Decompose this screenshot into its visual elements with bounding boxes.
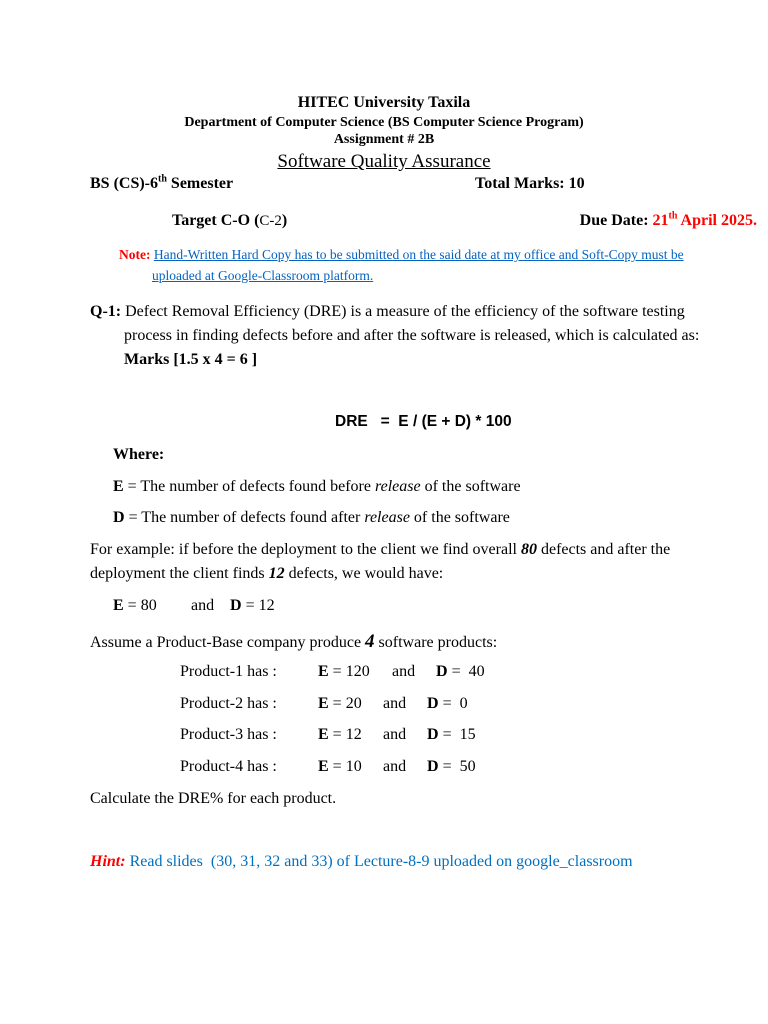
example-d: D = 12: [230, 597, 275, 614]
product-e: E = 20: [318, 695, 362, 712]
where-d: D = The number of defects found after release of the software: [113, 509, 510, 526]
department-line: Department of Computer Science (BS Computer Science Program): [184, 115, 584, 130]
where-e: E = The number of defects found before release of the software: [113, 478, 521, 495]
product-and: and: [383, 695, 407, 712]
total-marks: Total Marks: 10: [475, 175, 585, 192]
assignment-number: Assignment # 2B: [333, 132, 435, 147]
example-and: and: [191, 597, 215, 614]
product-e: E = 120: [318, 663, 370, 680]
product-e: E = 12: [318, 726, 362, 743]
dre-formula: DRE = E / (E + D) * 100: [335, 413, 512, 430]
question-line1: Q-1: Defect Removal Efficiency (DRE) is a measure of the efficiency of the software testing: [90, 303, 685, 320]
note: [119, 247, 684, 263]
question-line2: process in finding defects before and after the software is released, which is calculated as:: [124, 327, 700, 344]
due-date: Due Date: 21th April 2025.: [579, 210, 757, 229]
hint: Hint: Read slides (30, 31, 32 and 33) of Lecture-8-9 uploaded on google_classroom: [90, 853, 633, 870]
example-values: E = 80: [113, 597, 157, 614]
note-link-line2[interactable]: uploaded at Google-Classroom platform.: [152, 268, 374, 283]
example-line2: deployment the client finds 12 defects, we would have:: [90, 565, 444, 582]
example-line1: For example: if before the deployment to the client we find overall 80 defects and after the: [90, 541, 671, 558]
product-and: and: [383, 726, 407, 743]
note-link-line1[interactable]: Hand-Written Hard Copy has to be submitted on the said date at my office and Soft-Copy must be: [153, 247, 684, 262]
calculate-instruction: Calculate the DRE% for each product.: [90, 790, 337, 807]
note-label: Note:: [119, 247, 151, 262]
product-name: Product-4 has :: [180, 758, 277, 775]
target-co: Target C-O (C-2): [172, 212, 288, 229]
where-label: Where:: [113, 446, 165, 463]
assume-line: Assume a Product-Base company produce 4 software products:: [90, 631, 498, 652]
question-marks: Marks [1.5 x 4 = 6 ]: [124, 351, 258, 368]
product-e: E = 10: [318, 758, 362, 775]
product-name: Product-1 has :: [180, 663, 277, 680]
product-and: and: [392, 663, 416, 680]
product-d: D = 15: [427, 726, 476, 743]
product-name: Product-2 has :: [180, 695, 277, 712]
product-d: D = 40: [436, 663, 485, 680]
university-title: HITEC University Taxila: [297, 94, 471, 111]
product-name: Product-3 has :: [180, 726, 277, 743]
course-title: Software Quality Assurance: [277, 151, 491, 172]
product-d: D = 50: [427, 758, 476, 775]
product-d: D = 0: [427, 695, 468, 712]
note-line2: [152, 268, 373, 284]
product-and: and: [383, 758, 407, 775]
semester-label: BS (CS)-6th Semester: [90, 173, 234, 192]
